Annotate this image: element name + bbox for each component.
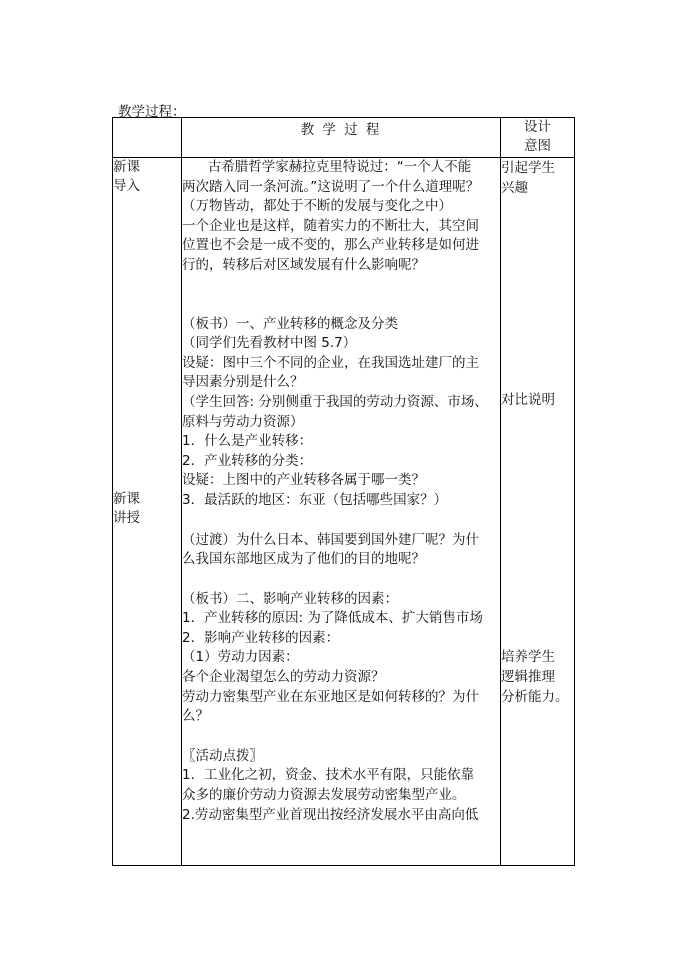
content-line: 1．工业化之初，资金、技术水平有限，只能依靠 <box>182 767 475 784</box>
content-line: （板书）一、产业转移的概念及分类 <box>182 315 398 332</box>
purpose-line: 分析能力。 <box>501 689 569 705</box>
header-design-intent <box>501 118 575 158</box>
content-line: 设疑：上图中的产业转移各属于哪一类？ <box>182 472 425 489</box>
concept-block <box>182 315 500 511</box>
content-line: 1．产业转移的原因: 为了降低成本、扩大销售市场 <box>182 610 483 627</box>
header-blank-cell <box>113 118 182 158</box>
stage-label: 新课 <box>113 159 140 175</box>
content-line: 3．最活跃的地区：东亚（包括哪些国家？） <box>182 491 448 508</box>
header-design-line: 意图 <box>524 138 551 154</box>
stage-label: 导入 <box>113 178 140 194</box>
content-line: （过渡）为什么日本、韩国要到国外建厂呢？为什 <box>182 531 479 548</box>
stage-label: 新课 <box>113 491 140 507</box>
content-line: 导因素分别是什么？ <box>182 374 304 391</box>
stage-label: 讲授 <box>113 510 140 526</box>
stage-column <box>113 158 182 866</box>
content-line: 设疑：图中三个不同的企业，在我国选址建厂的主 <box>182 354 479 371</box>
purpose-line: 兴趣 <box>501 180 528 196</box>
content-line: 各个企业渴望怎么的劳动力资源？ <box>182 669 385 686</box>
purpose-line: 逻辑推理 <box>501 669 555 685</box>
content-line: 一个企业也是这样，随着实力的不断壮大，其空间 <box>182 217 479 234</box>
content-line: 〖活动点拨〗 <box>182 747 263 764</box>
stage-intro <box>113 158 181 490</box>
purpose-column <box>501 158 575 866</box>
purpose-line: 对比说明 <box>501 392 555 408</box>
content-line: （板书）二、影响产业转移的因素： <box>182 590 398 607</box>
content-line: 劳动力密集型产业在东亚地区是如何转移的？为什 <box>182 688 479 705</box>
transition-block <box>182 531 500 570</box>
spacer <box>182 511 500 531</box>
purpose-line: 培养学生 <box>501 649 555 665</box>
content-line: 2．影响产业转移的因素： <box>182 629 340 646</box>
purpose-line: 引起学生 <box>501 160 555 176</box>
spacer <box>182 570 500 590</box>
content-line: 么？ <box>182 708 209 725</box>
content-line: 原料与劳动力资源） <box>182 413 304 430</box>
content-line: 么我国东部地区成为了他们的目的地呢？ <box>182 551 425 568</box>
content-column <box>182 158 501 866</box>
section-title: 教学过程： <box>118 104 186 120</box>
content-line: 1．什么是产业转移： <box>182 433 313 450</box>
content-line: 众多的廉价劳动力资源去发展劳动密集型产业。 <box>182 787 466 804</box>
content-line: （1）劳动力因素： <box>182 649 299 666</box>
content-line: （万物皆动，都处于不断的发展与变化之中） <box>182 198 452 215</box>
spacer <box>182 276 500 315</box>
content-line: 两次踏入同一条河流。”这说明了一个什么道理呢？ <box>182 178 480 195</box>
activity-block <box>182 747 500 825</box>
content-line: 古希腊哲学家赫拉克里特说过：“一个人不能 <box>182 159 472 175</box>
factors-block <box>182 590 500 727</box>
lesson-process-table <box>112 117 575 866</box>
content-line: （学生回答: 分别侧重于我国的劳动力资源、市场、 <box>182 393 488 410</box>
content-line: 2．产业转移的分类： <box>182 452 313 469</box>
table-header-row <box>113 118 575 158</box>
spacer <box>182 727 500 747</box>
content-line: （同学们先看教材中图 5.7） <box>182 335 357 352</box>
content-line: 2.劳动密集型产业首现出按经济发展水平由高向低 <box>182 806 479 823</box>
content-line: 位置也不会是一成不变的，那么产业转移是如何进 <box>182 237 479 254</box>
stage-teach <box>113 490 181 528</box>
intro-content <box>182 158 500 276</box>
table-body-row <box>113 158 575 866</box>
content-line: 行的，转移后对区域发展有什么影响呢？ <box>182 256 425 273</box>
header-design-line: 设计 <box>524 119 551 135</box>
header-teaching-process: 教 学 过 程 <box>182 118 501 158</box>
